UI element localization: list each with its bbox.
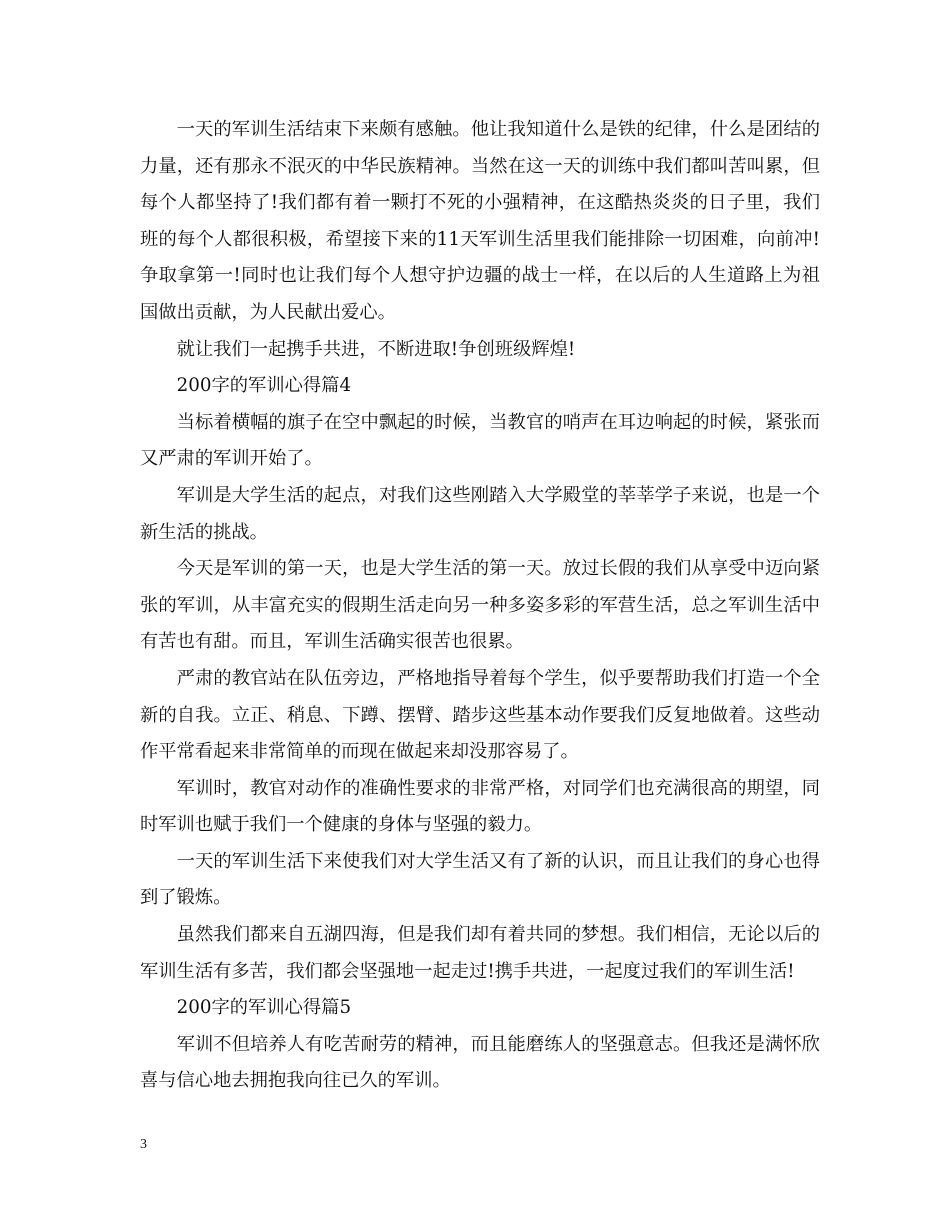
section-heading: 200字的军训心得篇4 xyxy=(176,375,352,397)
page-number: 3 xyxy=(140,1137,147,1152)
paragraph: 军训不但培养人有吃苦耐劳的精神，而且能磨练人的坚强意志。但我还是满怀欣喜与信心地去拥抱我向往已久的军训。 xyxy=(140,1033,820,1092)
section-heading: 200字的军训心得篇5 xyxy=(176,997,352,1019)
paragraph: 今天是军训的第一天，也是大学生活的第一天。放过长假的我们从享受中迈向紧张的军训，从丰富充实的假期生活走向另一种多姿多彩的军营生活，总之军训生活中有苦也有甜。而且，军训生活确实很苦也很累。 xyxy=(140,558,820,653)
paragraph: 虽然我们都来自五湖四海，但是我们却有着共同的梦想。我们相信，无论以后的军训生活有多苦，我们都会坚强地一起走过!携手共进，一起度过我们的军训生活! xyxy=(140,924,820,982)
paragraph: 一天的军训生活下来使我们对大学生活又有了新的认识，而且让我们的身心也得到了锻炼。 xyxy=(140,850,820,909)
paragraph: 军训是大学生活的起点，对我们这些刚踏入大学殿堂的莘莘学子来说，也是一个新生活的挑战。 xyxy=(140,484,820,543)
paragraph: 军训时，教官对动作的准确性要求的非常严格，对同学们也充满很高的期望，同时军训也赋于我们一个健康的身体与坚强的毅力。 xyxy=(140,777,820,836)
paragraph: 一天的军训生活结束下来颇有感触。他让我知道什么是铁的纪律，什么是团结的力量，还有那永不泯灭的中华民族精神。当然在这一天的训练中我们都叫苦叫累，但每个人都坚持了!我们都有着一颗打不死的小强精神，在这酷热炎炎的日子里，我们班的每个人都很积极，希望接下来的11天军训生活里我们能排除一切困难，向前冲!争取拿第一!同时也让我们每个人想守护边疆的战士一样，在以后的人生道路上为祖国做出贡献，为人民献出爱心。 xyxy=(140,119,820,323)
paragraph: 当标着横幅的旗子在空中飘起的时候，当教官的哨声在耳边响起的时候，紧张而又严肃的军训开始了。 xyxy=(140,411,820,470)
document-body xyxy=(140,112,820,1100)
paragraph: 就让我们一起携手共进，不断进取!争创班级辉煌! xyxy=(176,338,576,360)
paragraph: 严肃的教官站在队伍旁边，严格地指导着每个学生，似乎要帮助我们打造一个全新的自我。立正、稍息、下蹲、摆臂、踏步这些基本动作要我们反复地做着。这些动作平常看起来非常简单的而现在做起来却没那容易了。 xyxy=(140,667,820,763)
